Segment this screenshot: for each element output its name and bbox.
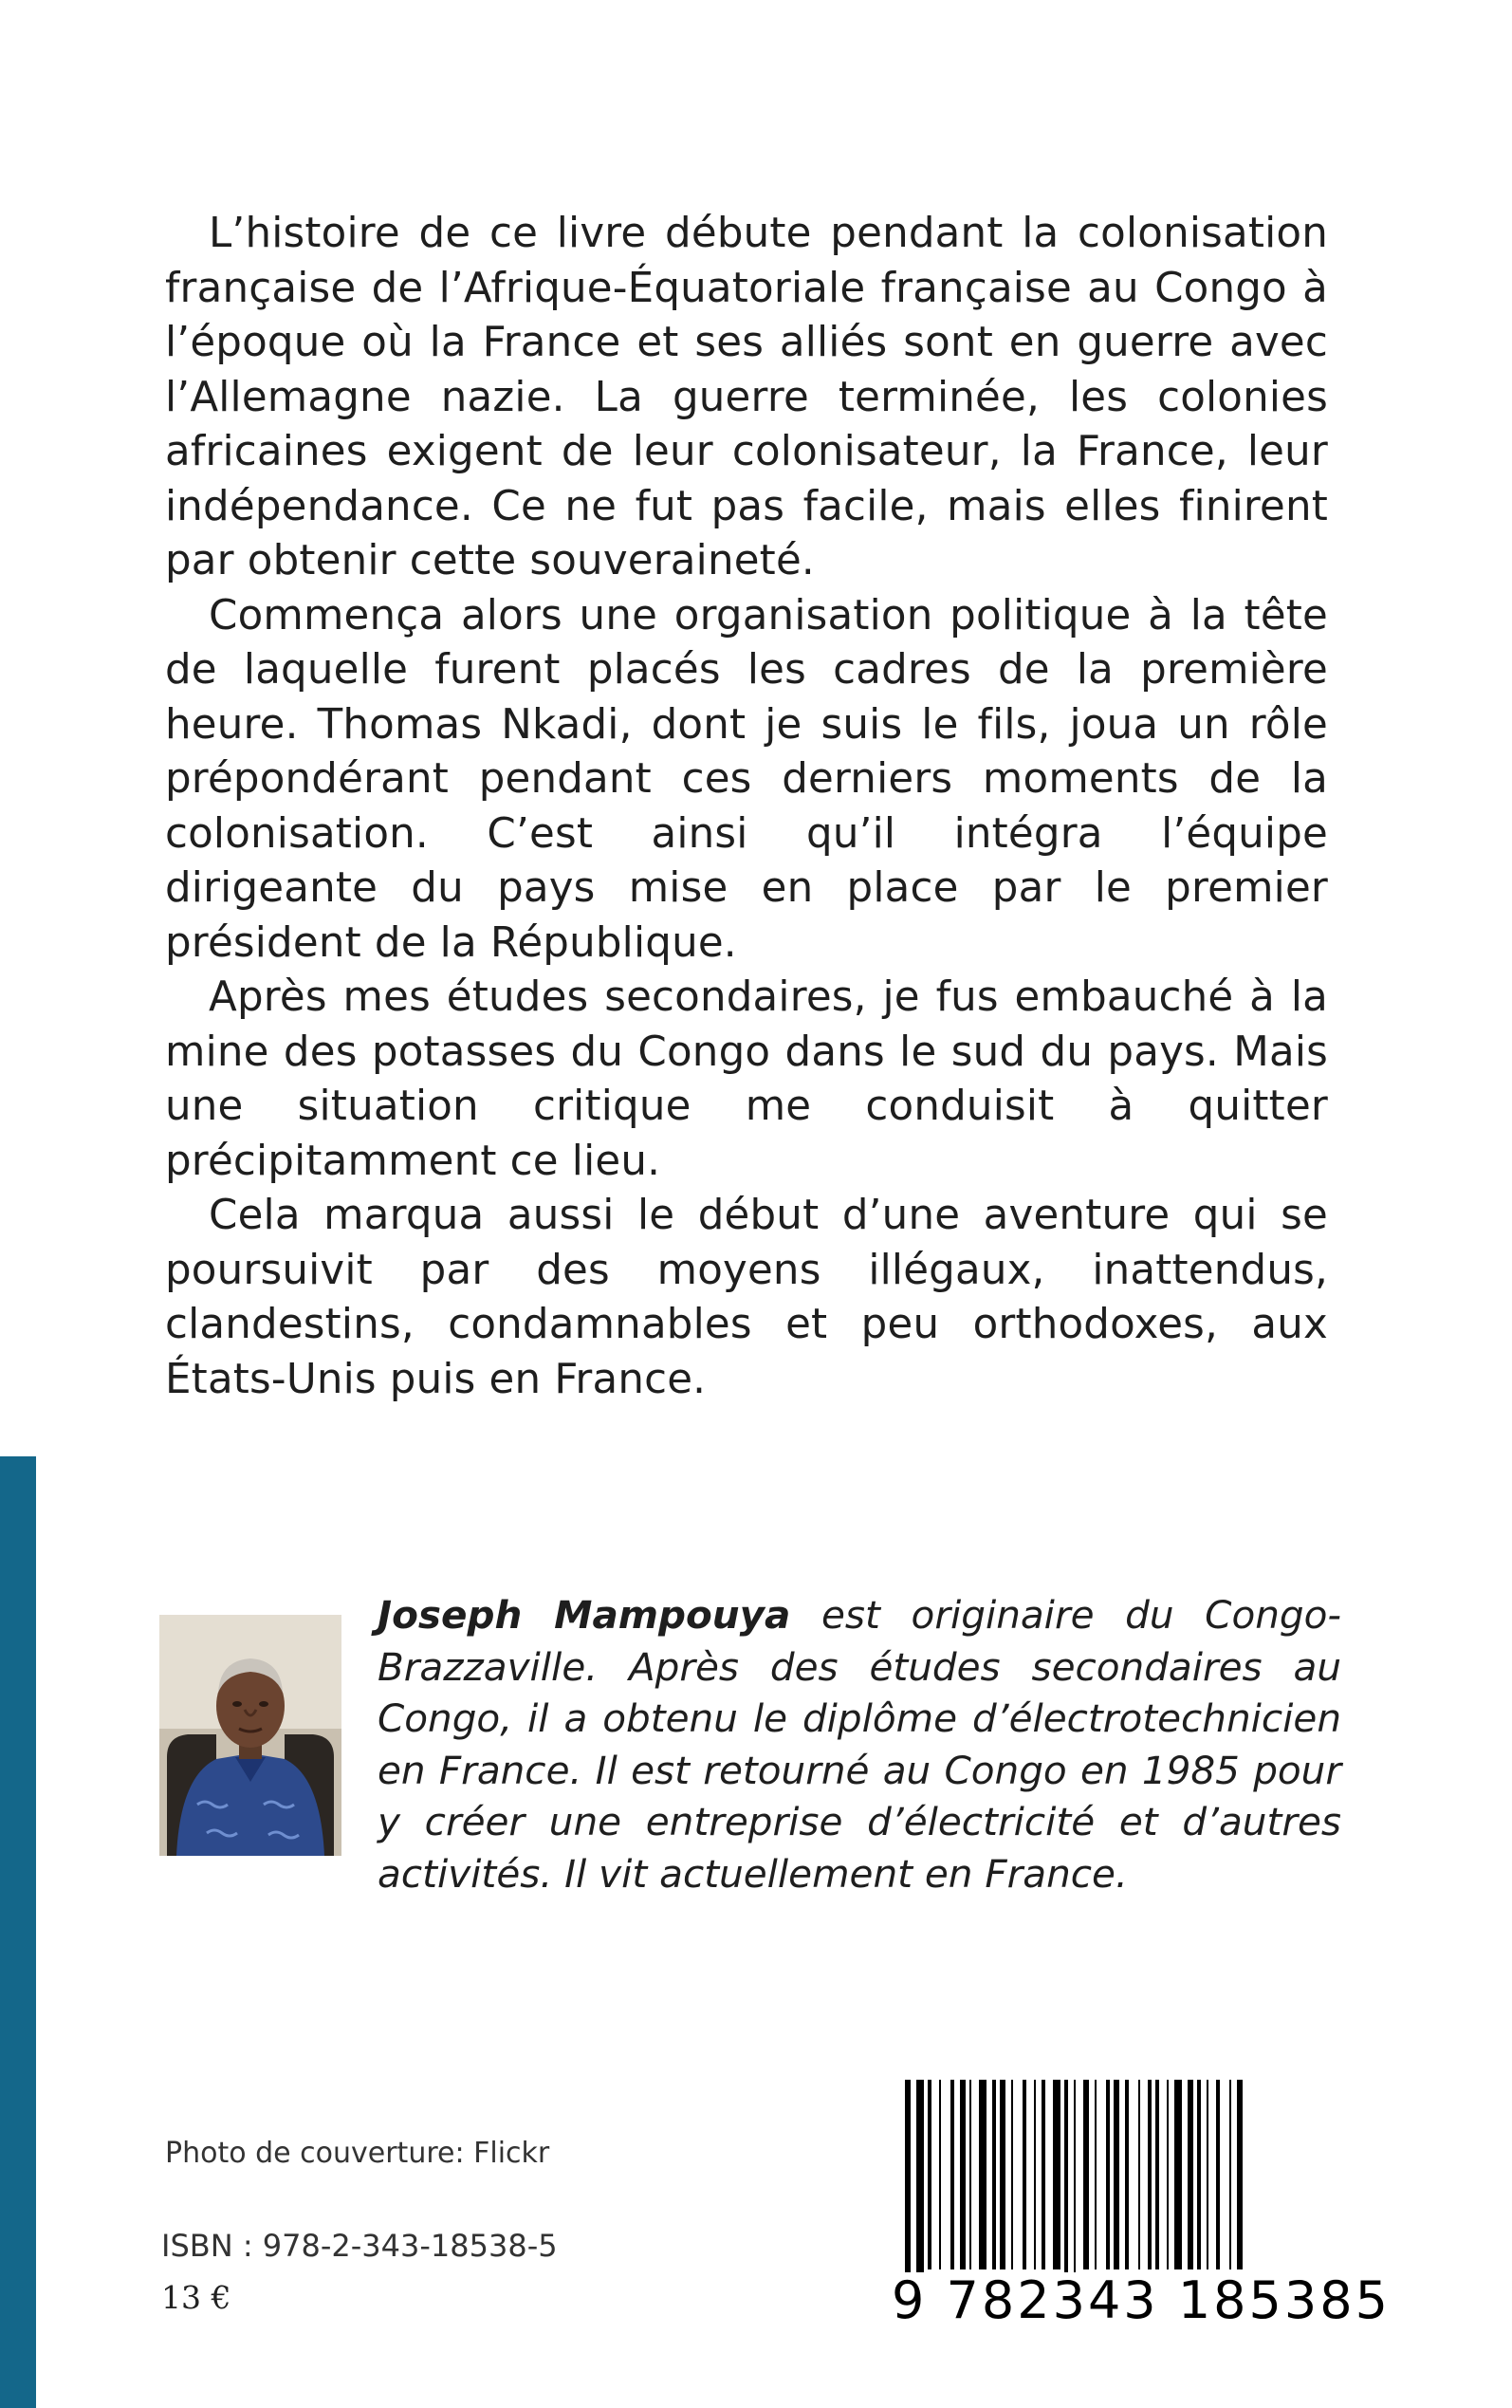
- barcode-bar: [1125, 2080, 1129, 2269]
- photo-credit: Photo de couverture: Flickr: [165, 2137, 550, 2170]
- barcode-bar: [928, 2080, 931, 2269]
- barcode-bar: [1207, 2080, 1208, 2269]
- author-bio-text: est originaire du Congo-Brazzaville. Après des études secondaires au Congo, il a obtenu le diplôme d’électrotechnicien en France. Il est retourné au Congo en 1985 pour y créer une entreprise d’électricité et d’autres activités. Il vit actuellement en France.: [378, 1592, 1341, 1897]
- author-photo: [159, 1615, 341, 1856]
- spine-accent-bar: [0, 1456, 36, 2408]
- barcode-bar: [1148, 2080, 1152, 2269]
- barcode-bar: [1114, 2080, 1119, 2269]
- barcode-bar: [1083, 2080, 1089, 2269]
- barcode-bar: [1174, 2080, 1182, 2269]
- barcode-bar: [979, 2080, 986, 2269]
- barcode-bar: [1197, 2080, 1201, 2269]
- barcode-bar: [1095, 2080, 1097, 2269]
- barcode-bar: [1216, 2080, 1220, 2269]
- barcode-bar: [960, 2080, 966, 2269]
- summary-paragraph-2: Commença alors une organisation politique à la tête de laquelle furent placés les cadres de la première heure. Thomas Nkadi, dont je suis le fils, joua un rôle prépondérant pendant ces derniers moments de la colonisation. C’est ainsi qu’il intégra l’équipe dirigeante du pays mise en place par le premier président de la République.: [165, 591, 1328, 967]
- barcode-digits: 9 782343 185385: [892, 2270, 1391, 2330]
- back-cover-summary: [165, 207, 1328, 1407]
- barcode-bar: [1042, 2080, 1045, 2269]
- barcode-bar: [1237, 2080, 1243, 2269]
- barcode-bar: [939, 2080, 941, 2269]
- barcode-bar: [1011, 2080, 1013, 2269]
- summary-paragraph-4: Cela marqua aussi le début d’une aventure qui se poursuivit par des moyens illégaux, inattendus, clandestins, condamnables et peu orthodoxes, aux États-Unis puis en France.: [165, 1192, 1328, 1403]
- barcode-bar: [1155, 2080, 1159, 2269]
- summary-paragraph-3: Après mes études secondaires, je fus embauché à la mine des potasses du Congo dans le sud du pays. Mais une situation critique me conduisit à quitter précipitamment ce lieu.: [165, 973, 1328, 1185]
- summary-paragraph-1: L’histoire de ce livre débute pendant la colonisation française de l’Afrique-Équatoriale française au Congo à l’époque où la France et ses alliés sont en guerre avec l’Allemagne nazie. La guerre terminée, les colonies africaines exigent de leur colonisateur, la France, leur indépendance. Ce ne fut pas facile, mais elles finirent par obtenir cette souveraineté.: [165, 210, 1328, 584]
- barcode-bar: [1167, 2080, 1169, 2269]
- price-label: 13 €: [161, 2279, 231, 2316]
- author-name: Joseph Mampouya: [378, 1592, 791, 1638]
- barcode-bar: [950, 2080, 954, 2269]
- barcode-bar: [1000, 2080, 1005, 2269]
- barcode-bar: [1023, 2080, 1026, 2269]
- barcode-bar: [992, 2080, 996, 2269]
- author-bio: [378, 1589, 1341, 1900]
- barcode-bar: [1229, 2080, 1231, 2269]
- barcode-bar: [969, 2080, 971, 2269]
- barcode-bar: [1188, 2080, 1193, 2269]
- barcode-bar: [1138, 2080, 1140, 2269]
- barcode-bar: [1034, 2080, 1036, 2269]
- isbn-label: ISBN : 978-2-343-18538-5: [161, 2228, 558, 2264]
- barcode-bar: [1053, 2080, 1060, 2269]
- barcode-bar: [1106, 2080, 1110, 2269]
